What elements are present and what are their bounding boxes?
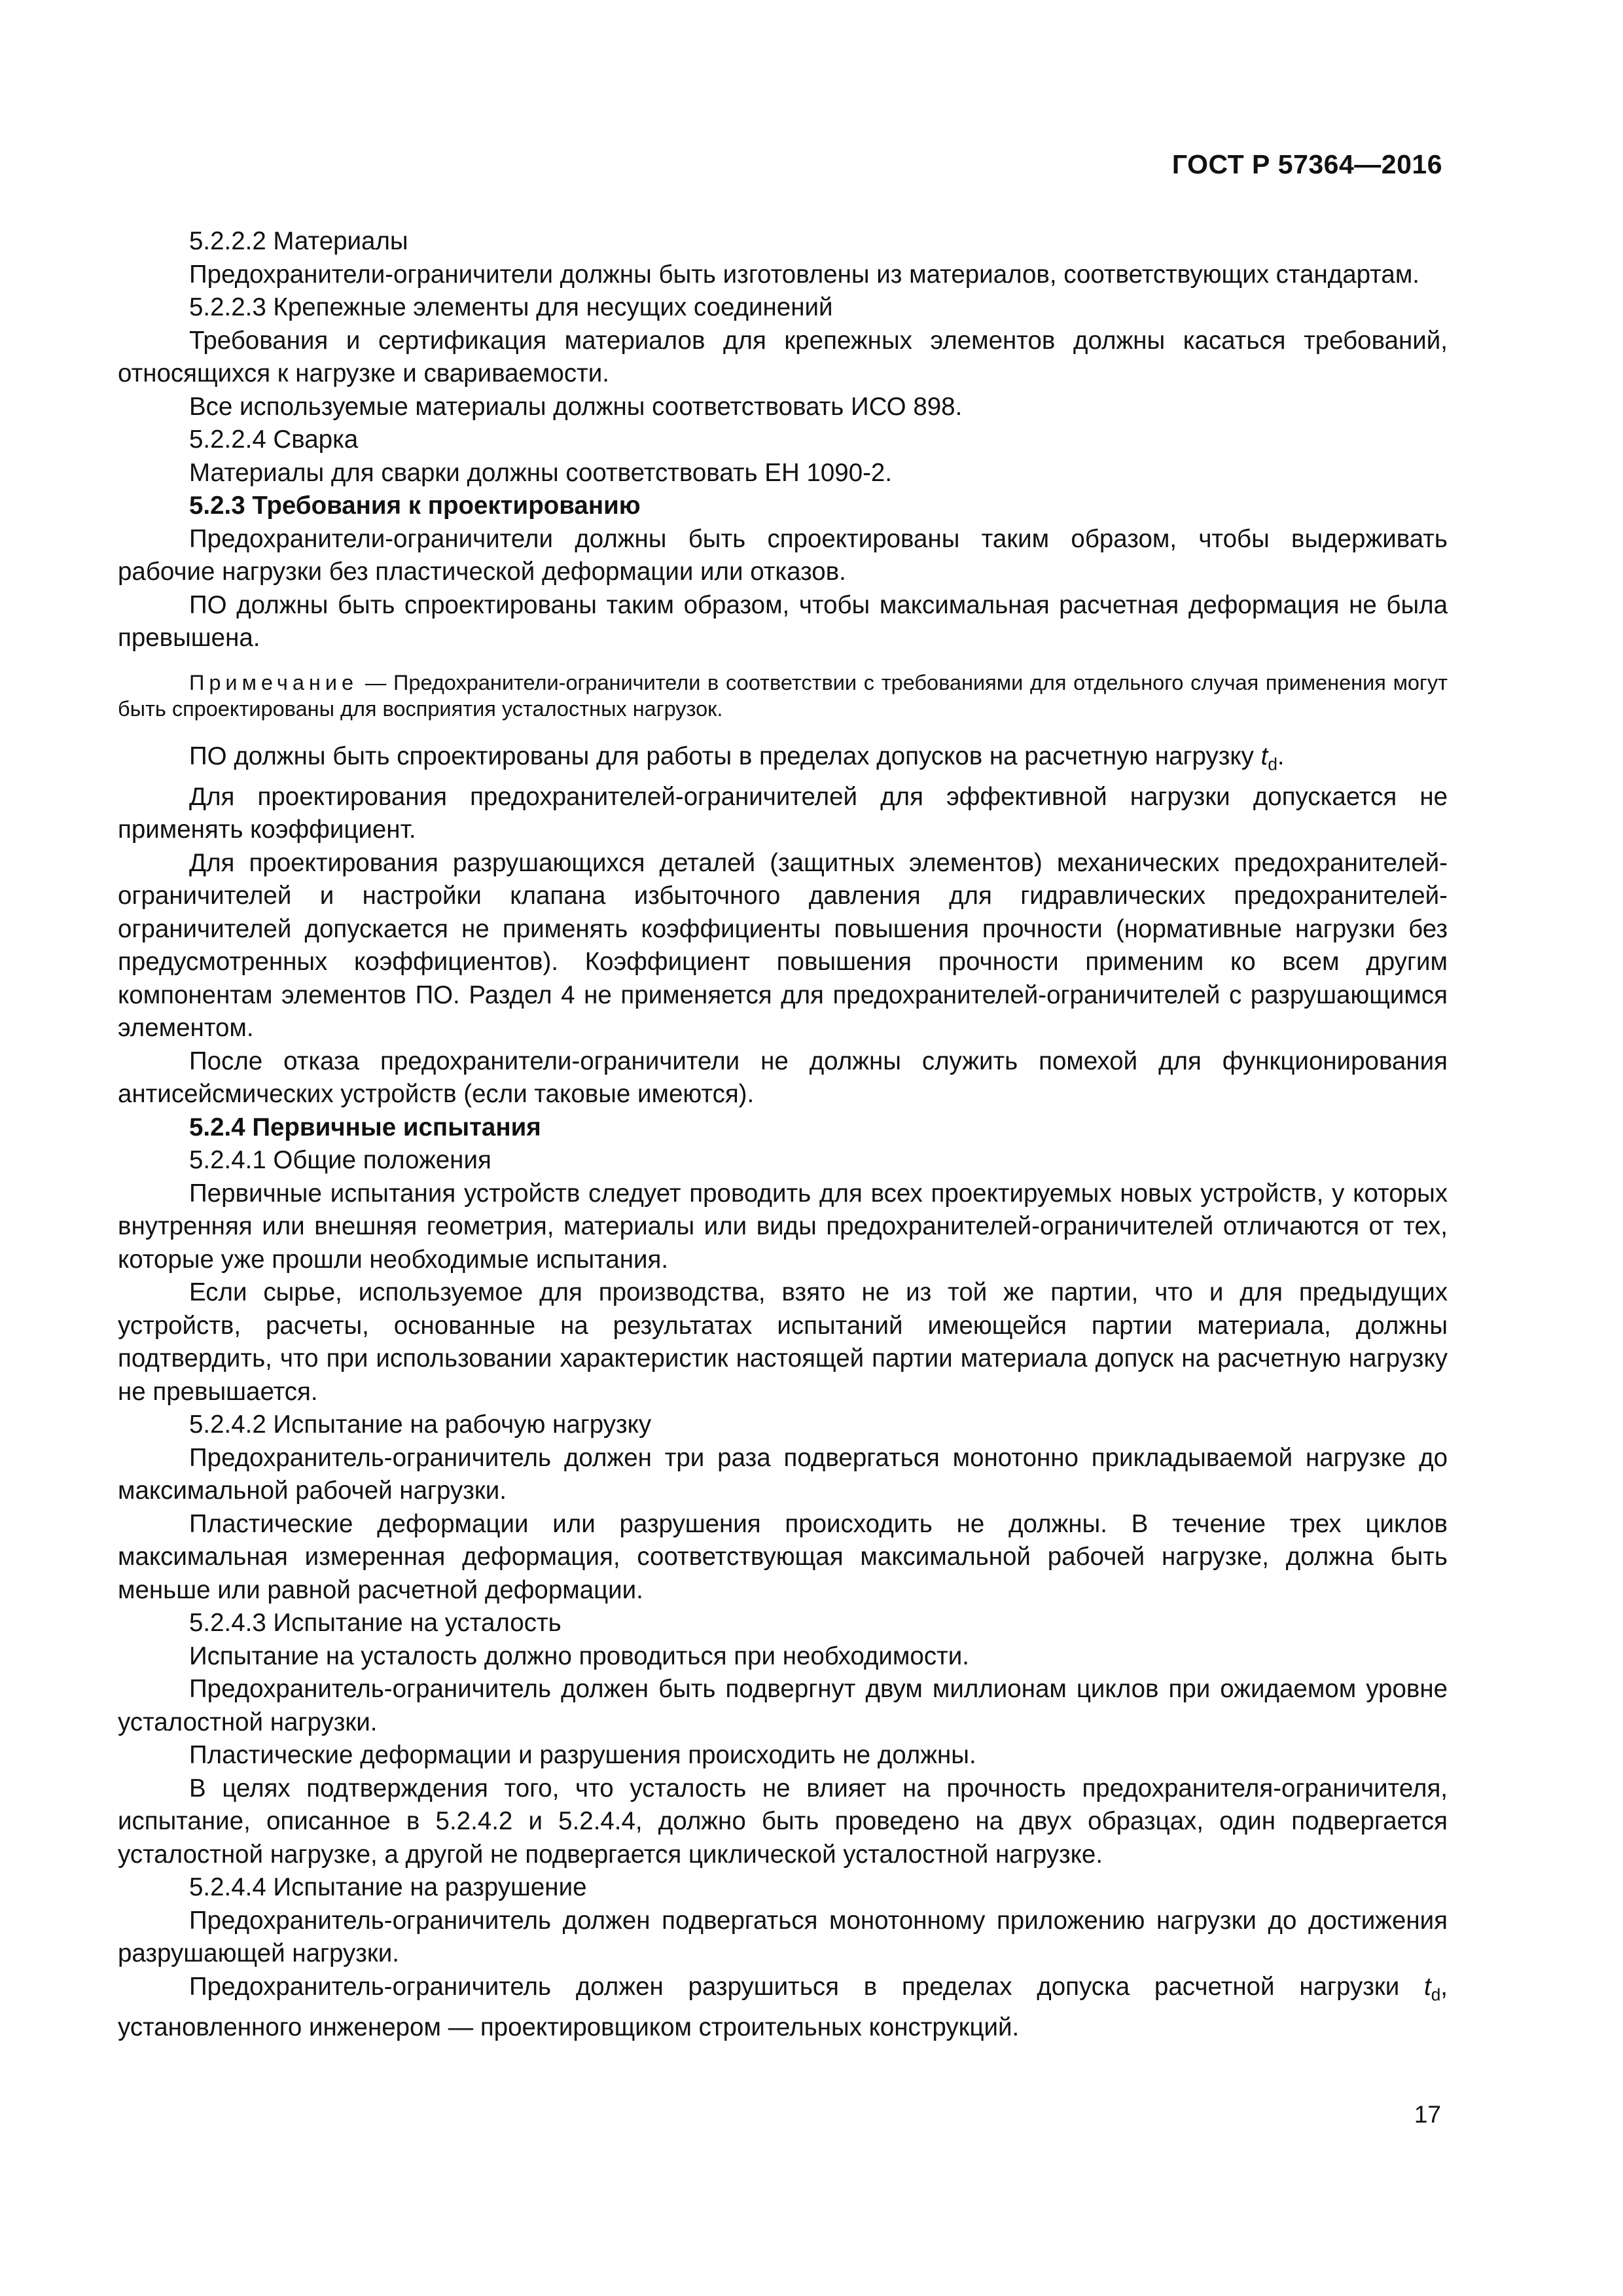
note-text: — Предохранители-ограничители в соответствии с требованиями для отдельного случая применения могут быть спроектированы для восприятия усталостных нагрузок. — [118, 670, 1448, 721]
paragraph: Предохранитель-ограничитель должен три раза подвергаться монотонно прикладываемой нагрузке до максимальной рабочей нагрузки. — [118, 1443, 1448, 1505]
paragraph: Материалы для сварки должны соответствовать ЕН 1090-2. — [189, 458, 893, 487]
paragraph: Первичные испытания устройств следует проводить для всех проектируемых новых устройств, у которых внутренняя или внешняя геометрия, материалы или виды предохранителей-ограничителей отличаются от тех, которые уже прошли необходимые испытания. — [118, 1179, 1448, 1274]
clause-heading: 5.2.4.1 Общие положения — [189, 1146, 491, 1175]
document-designation: ГОСТ Р 57364—2016 — [1171, 149, 1442, 179]
section-heading: 5.2.3 Требования к проектированию — [189, 492, 641, 520]
note — [118, 670, 1448, 722]
design-load-symbol: $t_d$ — [1424, 1972, 1441, 2005]
paragraph: В целях подтверждения того, что усталость не влияет на прочность предохранителя-ограничителя, испытание, описанное в 5.2.4.2 и 5.2.4.4, должно быть проведено на двух образцах, один подвергается усталостной нагрузке, а другой не подвергается циклической усталостной нагрузке. — [118, 1774, 1448, 1869]
paragraph: Для проектирования предохранителей-ограничителей для эффективной нагрузки допускается не применять коэффициент. — [118, 782, 1448, 844]
paragraph: Предохранители-ограничители должны быть изготовлены из материалов, соответствующих стандартам. — [189, 260, 1419, 289]
paragraph: Для проектирования разрушающихся деталей (защитных элементов) механических предохранителей-ограничителей и настройки клапана избыточного давления для гидравлических предохранителей-ограничителей допускается не применять коэффициенты повышения прочности (нормативные нагрузки без предусмотренных коэффициентов). Коэффициент повышения прочности применим ко всем другим компонентам элементов ПО. Раздел 4 не применяется для предохранителей-ограничителей с разрушающимся элементом. — [118, 848, 1448, 1043]
paragraph: Предохранитель-ограничитель должен разрушиться в пределах допуска расчетной нагрузки $t_d$, установленного инженером — проектировщиком строительных конструкций. — [118, 1972, 1448, 2041]
clause-heading: 5.2.4.2 Испытание на рабочую нагрузку — [189, 1410, 652, 1439]
clause-heading: 5.2.2.4 Сварка — [189, 425, 359, 454]
clause-heading: 5.2.4.4 Испытание на разрушение — [189, 1873, 587, 1902]
paragraph: Испытание на усталость должно проводиться при необходимости. — [189, 1641, 969, 1670]
paragraph: Пластические деформации и разрушения происходить не должны. — [189, 1741, 976, 1770]
clause-heading: 5.2.2.2 Материалы — [189, 227, 408, 255]
paragraph: Предохранитель-ограничитель должен быть подвергнут двум миллионам циклов при ожидаемом уровне усталостной нагрузки. — [118, 1675, 1448, 1736]
paragraph: Предохранители-ограничители должны быть спроектированы таким образом, чтобы выдерживать рабочие нагрузки без пластической деформации или отказов. — [118, 524, 1448, 586]
paragraph: Все используемые материалы должны соответствовать ИСО 898. — [189, 392, 963, 421]
section-heading: 5.2.4 Первичные испытания — [189, 1113, 541, 1141]
note-label: Примечание — [189, 670, 359, 694]
design-load-symbol: $t_d$ — [1260, 742, 1277, 774]
paragraph: ПО должны быть спроектированы для работы в пределах допусков на расчетную нагрузку $t_d$. — [189, 742, 1285, 774]
document-body — [118, 225, 1448, 2044]
paragraph: Предохранитель-ограничитель должен подвергаться монотонному приложению нагрузки до достижения разрушающей нагрузки. — [118, 1906, 1448, 1968]
clause-heading: 5.2.4.3 Испытание на усталость — [189, 1609, 562, 1638]
paragraph: Пластические деформации или разрушения происходить не должны. В течение трех циклов максимальная измеренная деформация, соответствующая максимальной рабочей нагрузке, должна быть меньше или равной расчетной деформации. — [118, 1509, 1448, 1604]
page-number: 17 — [1414, 2101, 1441, 2128]
clause-heading: 5.2.2.3 Крепежные элементы для несущих соединений — [189, 293, 833, 321]
paragraph: Требования и сертификация материалов для крепежных элементов должны касаться требований, относящихся к нагрузке и свариваемости. — [118, 326, 1448, 387]
paragraph: Если сырье, используемое для производства, взято не из той же партии, что и для предыдущих устройств, расчеты, основанные на результатах испытаний имеющейся партии материала, должны подтвердить, что при использовании характеристик настоящей партии материала допуск на расчетную нагрузку не превышается. — [118, 1278, 1448, 1406]
paragraph: ПО должны быть спроектированы таким образом, чтобы максимальная расчетная деформация не была превышена. — [118, 590, 1448, 652]
paragraph: После отказа предохранители-ограничители не должны служить помехой для функционирования антисейсмических устройств (если таковые имеются). — [118, 1047, 1448, 1109]
